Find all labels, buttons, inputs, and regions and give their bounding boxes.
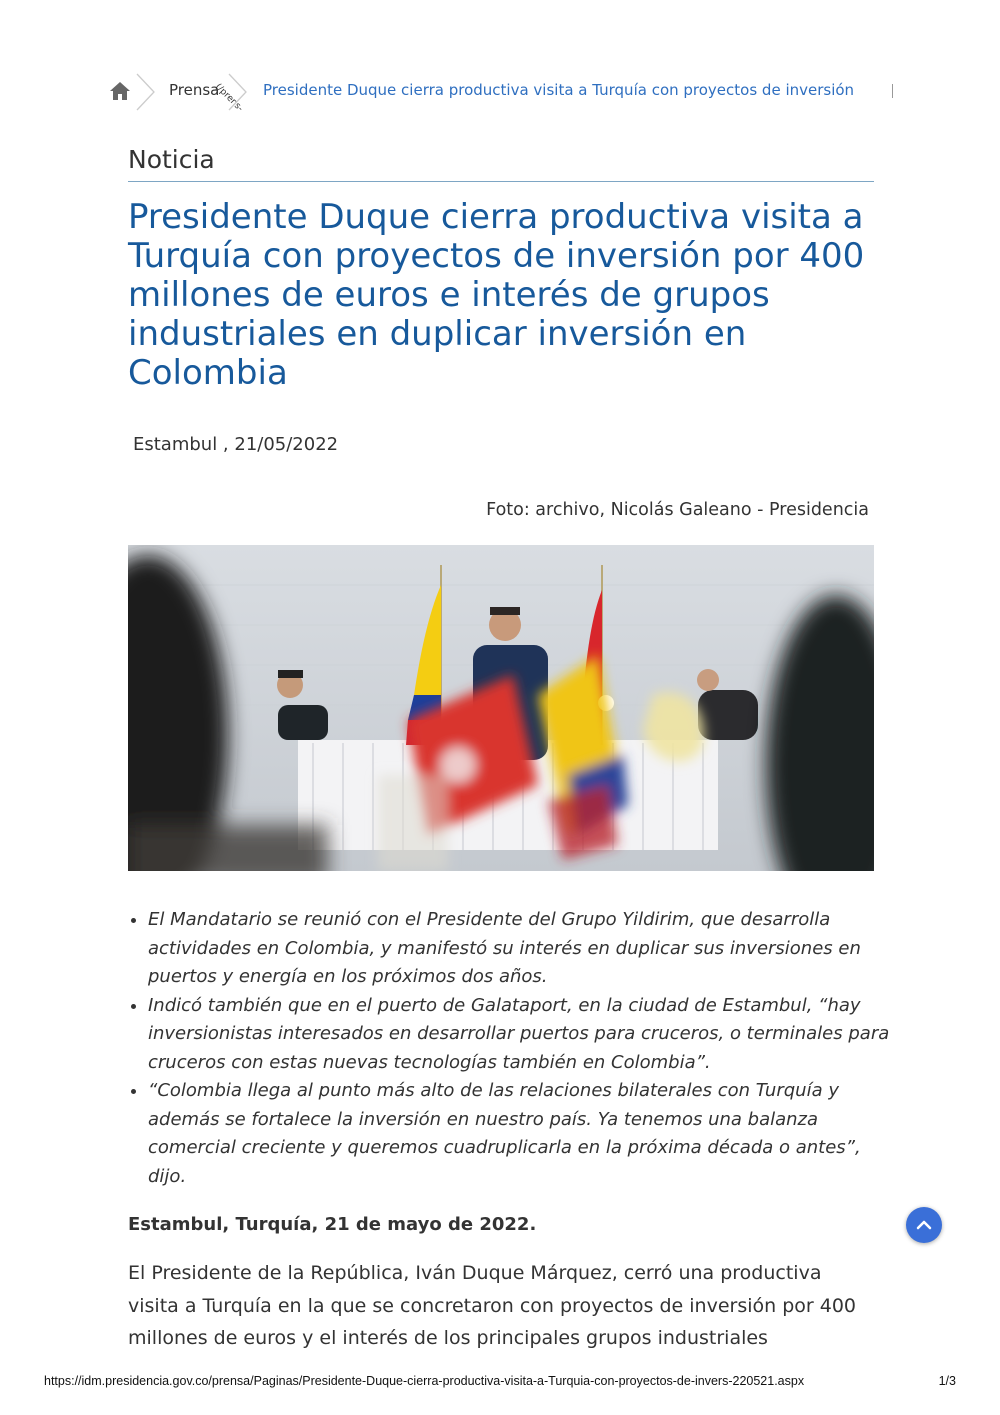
breadcrumb-item-prensa[interactable]: Prensa	[169, 81, 220, 99]
list-item: • Indicó también que en el puerto de Galataport, en la ciudad de Estambul, “hay inversionistas interesados en desarrollar puertos para cruceros, o terminales para cruceros con estas nuevas tecnologías también en Colombia”.	[148, 992, 898, 1078]
article-subhead: Estambul, Turquía, 21 de mayo de 2022.	[128, 1214, 537, 1235]
article-photo	[128, 545, 874, 871]
breadcrumb-divider	[892, 84, 893, 98]
home-icon[interactable]	[108, 80, 132, 102]
breadcrumb-path-fragment: (/prens-	[212, 82, 245, 114]
article-highlights	[128, 906, 898, 1191]
back-to-top-button[interactable]	[906, 1207, 942, 1243]
breadcrumb-separator-icon	[226, 72, 250, 116]
breadcrumb	[108, 72, 898, 112]
breadcrumb-item-current[interactable]: Presidente Duque cierra productiva visita a Turquía con proyectos de inversión	[263, 81, 855, 99]
print-page-number: 1/3	[938, 1374, 956, 1388]
breadcrumb-separator-icon	[134, 72, 158, 116]
article-body: El Presidente de la República, Iván Duque Márquez, cerró una productiva visita a Turquía en la que se concretaron con proyectos de inversión por 400 millones de euros y el interés de los principales grupos industriales	[128, 1262, 857, 1349]
chevron-up-icon	[916, 1218, 932, 1232]
article-headline: Presidente Duque cierra productiva visita a Turquía con proyectos de inversión por 400 millones de euros e interés de grupos industriales en duplicar inversión en Colombia	[128, 197, 865, 393]
section-divider	[128, 181, 874, 182]
print-page-url: https://idm.presidencia.gov.co/prensa/Paginas/Presidente-Duque-cierra-productiva-visita-a-Turquia-con-proyectos-de-invers-220521.aspx	[44, 1374, 805, 1388]
article-dateline: Estambul , 21/05/2022	[133, 434, 339, 455]
list-item: • “Colombia llega al punto más alto de las relaciones bilaterales con Turquía y además se fortalece la inversión en nuestro país. Ya tenemos una balanza comercial creciente y queremos cuadruplicarla en la próxima década o antes”, dijo.	[148, 1077, 898, 1191]
photo-credit: Foto: archivo, Nicolás Galeano - Presidencia	[486, 500, 869, 520]
section-label: Noticia	[128, 145, 215, 174]
list-item: • El Mandatario se reunió con el Presidente del Grupo Yildirim, que desarrolla actividades en Colombia, y manifestó su interés en duplicar sus inversiones en puertos y energía en los próximos dos años.	[148, 906, 898, 992]
